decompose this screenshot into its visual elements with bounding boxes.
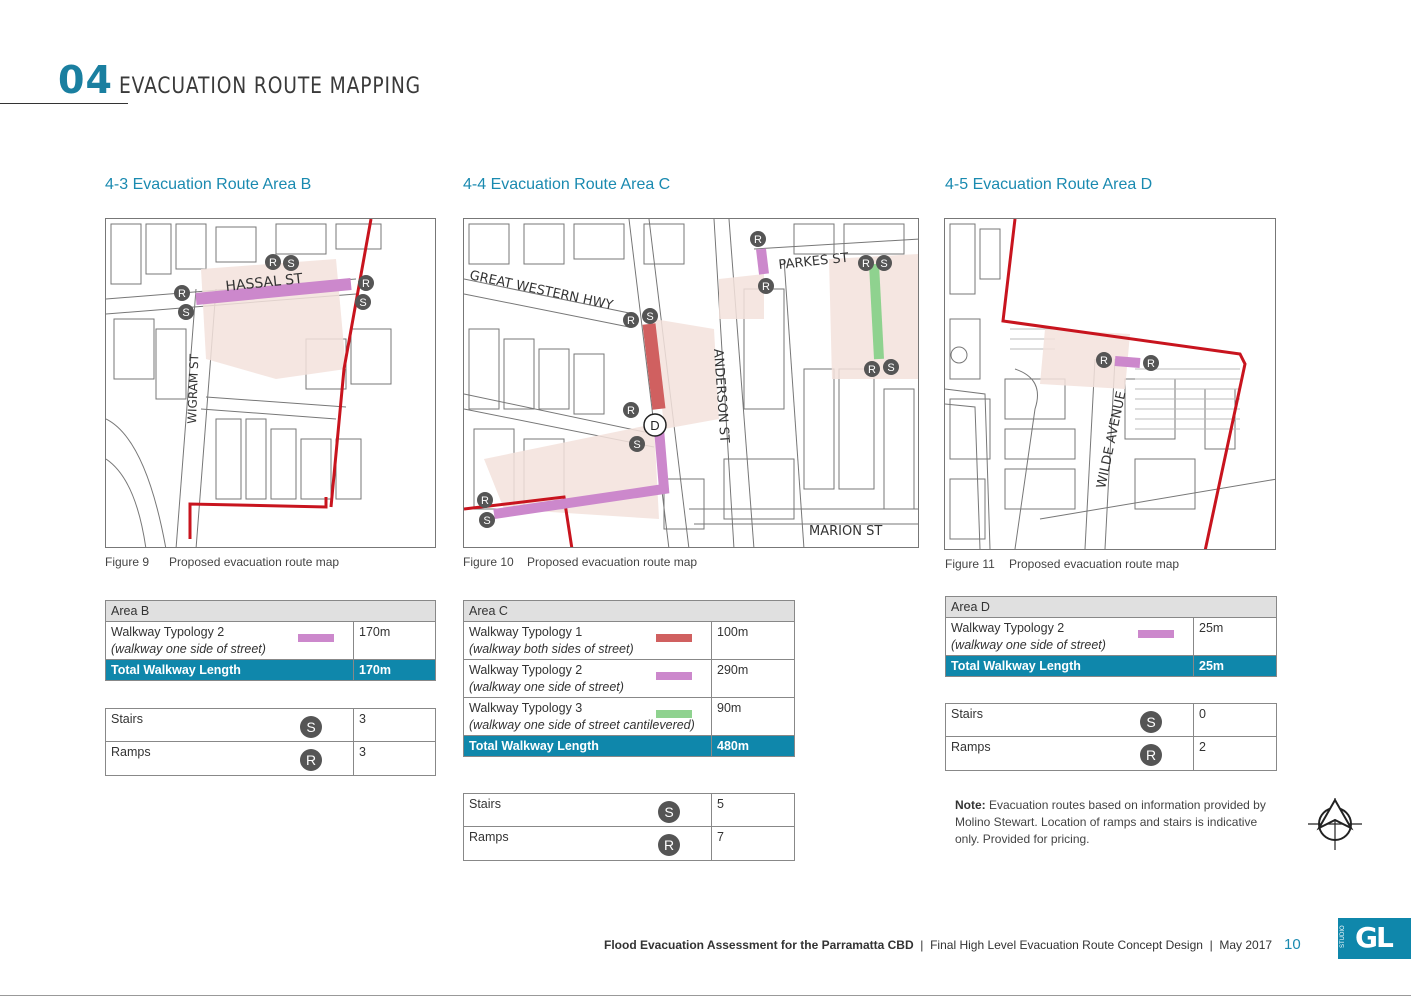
ramps-icon: R — [658, 834, 680, 856]
stairs-marker: S — [633, 439, 641, 451]
stairs-marker: S — [287, 258, 295, 270]
stairs-marker: S — [887, 362, 895, 374]
area-c-access-table — [463, 793, 795, 861]
street-label-hassal: HASSAL ST — [224, 270, 304, 295]
ramps-icon: R — [300, 749, 322, 771]
area-d-title: 4-5 Evacuation Route Area D — [945, 176, 1153, 193]
page-footer: Flood Evacuation Assessment for the Parramatta CBD | Final High Level Evacuation Route Concept Design | May 2017 — [604, 938, 1273, 952]
typology-swatch — [656, 634, 692, 642]
area-d-access-table — [945, 703, 1277, 771]
total-row: Total Walkway Length 170m — [106, 660, 436, 681]
total-row: Total Walkway Length 25m — [946, 656, 1277, 677]
table-row: Walkway Typology 2 (walkway one side of street) 25m — [946, 618, 1277, 656]
table-row: S Stairs 3 — [106, 709, 436, 742]
stairs-icon: S — [658, 801, 680, 823]
figure-caption: Proposed evacuation route map — [169, 555, 340, 569]
ramp-marker: R — [627, 405, 635, 417]
figure-number: Figure 11 — [945, 557, 995, 571]
area-b-length-table — [105, 600, 436, 681]
area-c-title: 4-4 Evacuation Route Area C — [463, 176, 671, 193]
table-row: Walkway Typology 1 (walkway both sides of street) 100m — [464, 622, 795, 660]
area-b-map — [105, 218, 436, 548]
stairs-marker: S — [483, 515, 491, 527]
area-c-map — [463, 218, 919, 548]
section-number: 04 — [58, 58, 113, 102]
studio-gl-logo: STUDIO GL — [1338, 918, 1411, 959]
figure-caption: Proposed evacuation route map — [1009, 557, 1180, 571]
figure-number: Figure 9 — [105, 555, 150, 569]
street-label-marion: MARION ST — [809, 524, 883, 539]
table-row: S Stairs 0 — [946, 704, 1277, 737]
ramp-marker: R — [269, 257, 277, 269]
section-title: EVACUATION ROUTE MAPPING — [118, 74, 421, 99]
typology-swatch — [656, 672, 692, 680]
total-row: Total Walkway Length 480m — [464, 736, 795, 757]
street-label-parkes: PARKES ST — [777, 250, 850, 273]
street-label-great-western-hwy: GREAT WESTERN HWY — [468, 268, 615, 314]
stairs-marker: S — [646, 311, 654, 323]
stairs-icon: S — [300, 716, 322, 738]
area-b-access-table — [105, 708, 436, 776]
page-header — [58, 58, 474, 102]
footer-rule — [0, 995, 1411, 996]
ramp-marker: R — [627, 315, 635, 327]
ramp-marker: R — [1100, 355, 1108, 367]
table-row: R Ramps 3 — [106, 742, 436, 776]
north-arrow-icon — [1306, 796, 1364, 852]
header-rule — [0, 103, 128, 104]
ramp-marker: R — [178, 288, 186, 300]
table-header: Area D — [946, 597, 1277, 618]
typology-swatch — [298, 634, 334, 642]
stairs-marker: S — [182, 307, 190, 319]
area-d-caption — [945, 557, 1179, 571]
ramp-marker: R — [481, 495, 489, 507]
street-label-anderson: ANDERSON ST — [710, 348, 732, 444]
ramp-marker: R — [1147, 358, 1155, 370]
area-c-caption — [463, 555, 697, 569]
ramp-marker: R — [862, 258, 870, 270]
table-row: R Ramps 7 — [464, 827, 795, 861]
figure-caption: Proposed evacuation route map — [527, 555, 698, 569]
table-header: Area C — [464, 601, 795, 622]
stairs-marker: S — [359, 297, 367, 309]
table-row: S Stairs 5 — [464, 794, 795, 827]
ramp-marker: R — [754, 234, 762, 246]
area-b-title: 4-3 Evacuation Route Area B — [105, 176, 312, 193]
ramp-marker: R — [868, 364, 876, 376]
ramp-marker: R — [362, 278, 370, 290]
area-c-length-table — [463, 600, 795, 757]
street-label-wigram: WIGRAM ST — [185, 353, 202, 425]
table-row: Walkway Typology 2 (walkway one side of street) 170m — [106, 622, 436, 660]
area-d-map — [944, 218, 1276, 550]
typology-swatch — [656, 710, 692, 718]
street-label-wilde-avenue: WILDE AVENUE — [1094, 389, 1130, 490]
figure-number: Figure 10 — [463, 555, 514, 569]
destination-marker: D — [650, 418, 660, 433]
table-row: Walkway Typology 2 (walkway one side of street) 290m — [464, 660, 795, 698]
area-b-caption — [105, 555, 339, 569]
table-row: R Ramps 2 — [946, 737, 1277, 771]
ramp-marker: R — [762, 281, 770, 293]
typology-swatch — [1138, 630, 1174, 638]
stairs-icon: S — [1140, 711, 1162, 733]
area-d-length-table — [945, 596, 1277, 677]
ramps-icon: R — [1140, 744, 1162, 766]
table-row: Walkway Typology 3 (walkway one side of street cantilevered) 90m — [464, 698, 795, 736]
note-text: Note: Evacuation routes based on information provided by Molino Stewart. Location of ramps and stairs is indicative only. Provided for pricing. — [955, 798, 1266, 846]
page-number: 10 — [1284, 936, 1301, 953]
table-header: Area B — [106, 601, 436, 622]
stairs-marker: S — [880, 258, 888, 270]
